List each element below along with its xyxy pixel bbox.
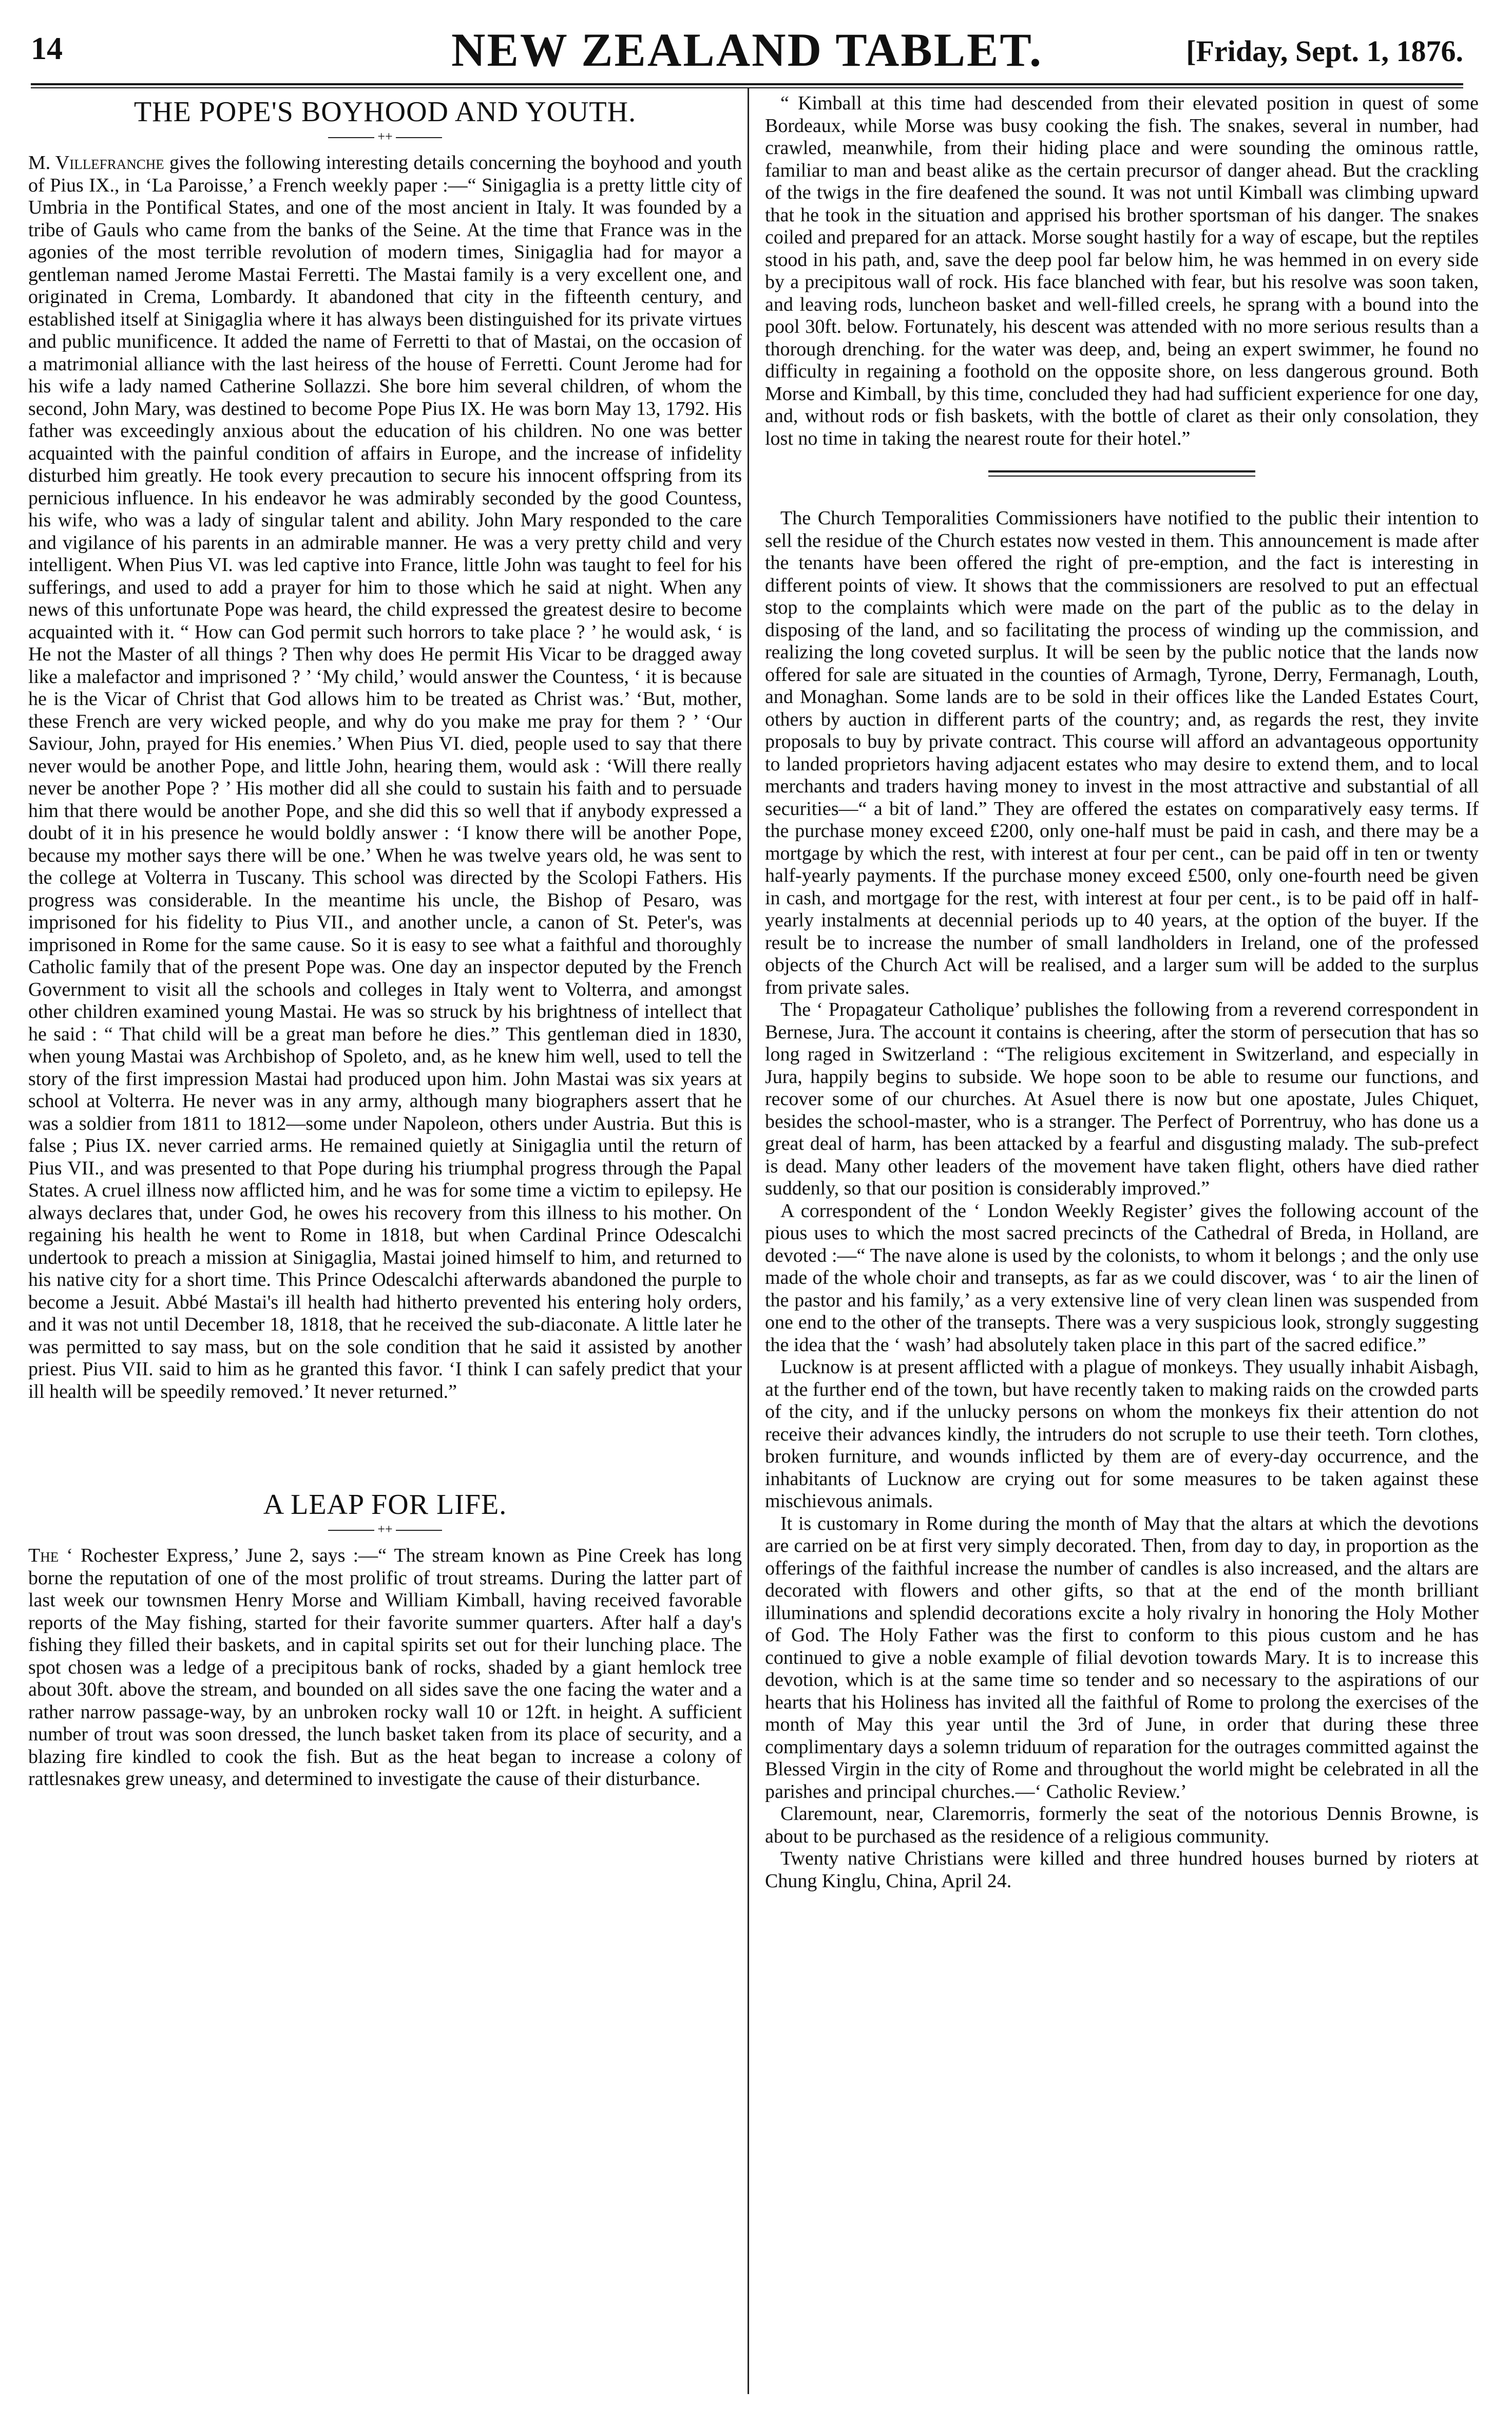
article-paragraph [28,1545,742,1791]
item-church-temporalities: The Church Temporalities Commissioners have notified to the public their intention to sell the residue of the Church estates now vested in them. This announcement is made after the tenants have been offered the right of pre-emption, and the fact is interesting in different points of view. It shows that the commissioners are resolved to put an effectual stop to the complaints which were made on the part of the public as to the delay in disposing of the land, and so facilitating the process of winding up the commission, and realizing the long coveted surplus. It will be seen by the public notice that the lands now offered for sale are situated in the counties of Armagh, Tyrone, Derry, Fermanagh, Louth, and Monaghan. Some lands are to be sold in their offices like the Landed Estates Court, others by auction in different parts of the country; and, as regards the rest, they invite proposals to buy by private contract. This course will afford an advantageous opportunity to landed proprietors having adjacent estates who may desire to extend them, and to local merchants and traders having money to invest in the most attractive and substantial of all securities—“ a bit of land.” They are offered the estates on comparatively easy terms. If the purchase money exceed £200, only one-half must be paid in cash, and there may be a mortgage by which the rest, with interest at four per cent., can be paid off in ten or twenty half-yearly payments. If the purchase money exceed £500, only one-fourth need be given in cash, and mortgage for the rest, with interest at four per cent., is to be paid off in half-yearly instalments at decennial periods up to 40 years, at the option of the buyer. If the result be to increase the number of small landholders in Ireland, one of the professed objects of the Church Act will be realised, and a larger sum will be added to the surplus from private sales. [765,507,1479,998]
paragraph-text: ‘ Rochester Express,’ June 2, says :—“ The stream known as Pine Creek has long borne the reputation of one of the most prolific of trout streams. During the latter part of last week our townsmen Henry Morse and William Kimball, having received favorable reports of the May fishing, started for their favorite summer quarters. After half a day's fishing they filled their baskets, and in capital spirits set out for their lunching place. The spot chosen was a ledge of a precipitous bank of rocks, shaded by a giant hemlock tree about 30ft. above the stream, and bounded on all sides save the one facing the water and a rather narrow passage-way, by an unbroken rocky wall 10 or 12ft. in height. A sufficient number of trout was soon dressed, the lunch basket taken from its place of security, and a blazing fire kindled to cook the fish. But as the heat began to increase a colony of rattlesnakes grew uneasy, and determined to investigate the cause of their disturbance. [28,1545,742,1790]
headline-ornament: ++ [28,1523,742,1535]
column-divider [748,88,749,2394]
item-propagateur: The ‘ Propagateur Catholique’ publishes the following from a reverend correspondent in Bernese, Jura. The account it contains is cheering, after the storm of persecution that has so long raged in Switzerland : “The religious excitement in Switzerland, and especially in Jura, happily begins to subside. We hope soon to be able to resume our functions, and recover some of our churches. At Asuel there is now but one apostate, Jules Chiquet, besides the school-master, who is a stranger. The Perfect of Porrentruy, who has done us a great deal of harm, has been attacked by a fearful and disgusting malady. The sub-prefect is dead. Many other leaders of the movement have taken flight, others have died rather suddenly, so that our position is considerably improved.” [765,999,1479,1199]
item-claremount: Claremount, near, Claremorris, formerly the seat of the notorious Dennis Browne, is about to be purchased as the residence of a religious community. [765,1803,1479,1847]
article-headline-popes-boyhood: THE POPE'S BOYHOOD AND YOUTH. [133,96,637,128]
item-chung-kinglu: Twenty native Christians were killed and three hundred houses burned by rioters at Chung Kinglu, China, April 24. [765,1848,1479,1892]
lead-caps: M. Villefranche [28,152,164,174]
item-rome-may: It is customary in Rome during the month of May that the altars at which the devotions are carried on be at first very simply decorated. Then, from day to day, in proportion as the offerings of the faithful increase the number of candles is also increased, and the altars are decorated with flowers and other gifts, so that at the end of the month brilliant illuminations and splendid decorations excite a holy rivalry in honoring the Holy Mother of God. The Holy Father was the first to conform to this pious custom and he has continued to give a noble example of filial devotion towards Mary. It is to increase this devotion, which is at the same time so tender and so necessary to the aspirations of our hearts that his Holiness has invited all the faithful of Rome to prolong the exercises of the month of May this year until the 3rd of June, in order that during these three complimentary days a solemn triduum of reparation for the outrages committed against the Blessed Virgin in the city of Rome and throughout the world might be celebrated in all the parishes and principal churches.—‘ Catholic Review.’ [765,1512,1479,1802]
masthead-rule [31,83,1463,88]
item-lucknow: Lucknow is at present afflicted with a plague of monkeys. They usually inhabit Aisbagh, at the further end of the town, but have recently taken to making raids on the crowded parts of the city, and if the unlucky persons on whom the monkeys fix their attention do not receive their advances kindly, the intruders do not scruple to use their teeth. Torn clothes, broken furniture, and wounds inflicted by them are of every-day occurrence, and the inhabitants of Lucknow are crying out for some measures to be taken against these mischievous animals. [765,1356,1479,1512]
lead-caps: The [28,1545,59,1566]
article-paragraph [28,152,742,1403]
right-column [765,92,1479,2398]
masthead [31,21,1463,81]
headline-ornament: ++ [28,130,742,143]
article-headline-leap-for-life: A LEAP FOR LIFE. [263,1489,507,1521]
section-rule [988,470,1255,477]
page-number: 14 [31,31,63,66]
item-breda: A correspondent of the ‘ London Weekly Register’ gives the following account of the pious uses to which the most sacred precincts of the Cathedral of Breda, in Holland, are devoted :—“ The nave alone is used by the colonists, to whom it belongs ; and the only use made of the whole choir and transepts, as far as we could discover, was ‘ to air the linen of the pastor and his family,’ as a very extensive line of very clean linen was suspended from one end to the other of the transepts. There was a very suspicious look, strongly suggesting the idea that the ‘ wash’ had absolutely taken place in this part of the sacred edifice.” [765,1200,1479,1356]
paragraph-text: gives the following interesting details concerning the boyhood and youth of Pius IX., in ‘La Paroisse,’ a French weekly paper :—“ Sinigaglia is a pretty little city of Umbria in the Pontifical States, and one of the most ancient in Italy. It was founded by a tribe of Gauls who came from the banks of the Seine. At the time that France was in the agonies of the most terrible revolution of modern times, Sinigaglia had for mayor a gentleman named Jerome Mastai Ferretti. The Mastai family is a very excellent one, and originated in Crema, Lombardy. It abandoned that city in the fifteenth century, and established itself at Sinigaglia where it has always been distinguished for its private virtues and public munificence. It added the name of Ferretti to that of Mastai, on the occasion of a matrimonial alliance with the last heiress of the house of Ferretti. Count Jerome had for his wife a lady named Catherine Sollazzi. She bore him several children, of whom the second, John Mary, was destined to become Pope Pius IX. He was born May 13, 1792. His father was exceedingly anxious about the education of his children. No one was better acquainted with the painful condition of affairs in Europe, and the increase of infidelity disturbed him greatly. He took every precaution to secure his innocent offspring from its pernicious influence. In his endeavor he was admirably seconded by the good Countess, his wife, who was a lady of singular talent and ability. John Mary responded to the care and vigilance of his parents in an admirable manner. He was a very pretty child and very intelligent. When Pius VI. was led captive into France, little John was taught to feel for his sufferings, and used to add a prayer for him to those which he said at night. When any news of this unfortunate Pope was heard, the child expressed the greatest desire to become acquainted with it. “ How can God permit such horrors to take place ? ’ he would ask, ‘ is He not the Master of all things ? Then why does He permit His Vicar to be dragged away like a malefactor and imprisoned ? ’ ‘My child,’ would answer the Countess, ‘ it is because he is the Vicar of Christ that God allows him to be treated as Christ was.’ ‘But, mother, these French are very wicked people, and why do you make me pray for them ? ’ ‘Our Saviour, John, prayed for His enemies.’ When Pius VI. died, people used to say that there never would be another Pope, and little John, hearing them, would ask : ‘Will there really never be another Pope ? ’ His mother did all she could to sustain his faith and to persuade him that there would be another Pope, and she did this so well that if anybody expressed a doubt of it in his presence he would boldly answer : ‘I know there will be another Pope, because my mother says there will be one.’ When he was twelve years old, he was sent to the college at Volterra in Tuscany. This school was directed by the Scolopi Fathers. His progress was considerable. In the meantime his uncle, the Bishop of Pesaro, was imprisoned for his fidelity to Pius VII., and another uncle, a canon of St. Peter's, was imprisoned in Rome for the same cause. So it is easy to see what a faithful and thoroughly Catholic family that of the present Pope was. One day an inspector deputed by the French Government to visit all the schools and colleges in Italy went to Volterra, and amongst other children examined young Mastai. He was so struck by his brightness of intellect that he said : “ That child will be a great man before he dies.” This gentleman died in 1830, when young Mastai was Archbishop of Spoleto, and, as he knew him well, used to tell the story of the first impression Mastai had produced upon him. John Mastai was six years at school at Volterra. He never was in any army, although many biographers assert that he was a soldier from 1811 to 1812—some under Napoleon, others under Austria. But this is false ; Pius IX. never carried arms. He remained quietly at Sinigaglia until the return of Pius VII., and was presented to that Pope during his triumphal progress through the Papal States. A cruel illness now afflicted him, and he was for some time a victim to epilepsy. He always declares that, under God, he owes his recovery from this illness to his mother. On regaining his health he went to Rome in 1818, but when Cardinal Prince Odescalchi undertook to preach a mission at Sinigaglia, Mastai joined himself to him, and returned to his native city for a short time. This Prince Odescalchi afterwards abandoned the purple to become a Jesuit. Abbé Mastai's ill health had hitherto prevented his entering holy orders, and it was not until December 18, 1818, that he received the sub-diaconate. A little later he was permitted to say mass, but on the sole condition that he said it assisted by another priest. Pius VII. said to him as he granted this favor. ‘I think I can safely predict that your ill health will be speedily removed.’ It never returned.” [28,152,742,1402]
newspaper-title: NEW ZEALAND TABLET. [451,24,1043,76]
issue-date: [Friday, Sept. 1, 1876. [1186,34,1463,68]
article-paragraph-continued: “ Kimball at this time had descended from their elevated position in quest of some Bordeaux, while Morse was busy cooking the fish. The snakes, several in number, had crawled, meanwhile, from their hiding place and were sounding the ominous rattle, familiar to man and beast alike as the certain precursor of danger ahead. But the crackling of the twigs in the fire deafened the sound. It was not until Kimball was climbing upward that he took in the situation and apprised his brother sportsman of his danger. The snakes coiled and prepared for an attack. Morse sought hastily for a way of escape, but the reptiles stood in his path, and, save the deep pool far below him, he was hemmed in on every side by a precipitous wall of rock. His face blanched with fear, but his resolve was soon taken, and leaving rods, luncheon basket and well-filled creels, he sprang with a bound into the pool 30ft. below. Fortunately, his descent was attended with no more serious results than a thorough drenching. for the water was deep, and, being an expert swimmer, he found no difficulty in regaining a foothold on the opposite shore, on less dangerous ground. Both Morse and Kimball, by this time, concluded they had had sufficient experience for one day, and, without rods or fish baskets, with the bottle of claret as their only consolation, they lost no time in taking the nearest route for their hotel.” [765,92,1479,449]
left-column [28,92,742,2398]
article-gap [28,1403,742,1485]
